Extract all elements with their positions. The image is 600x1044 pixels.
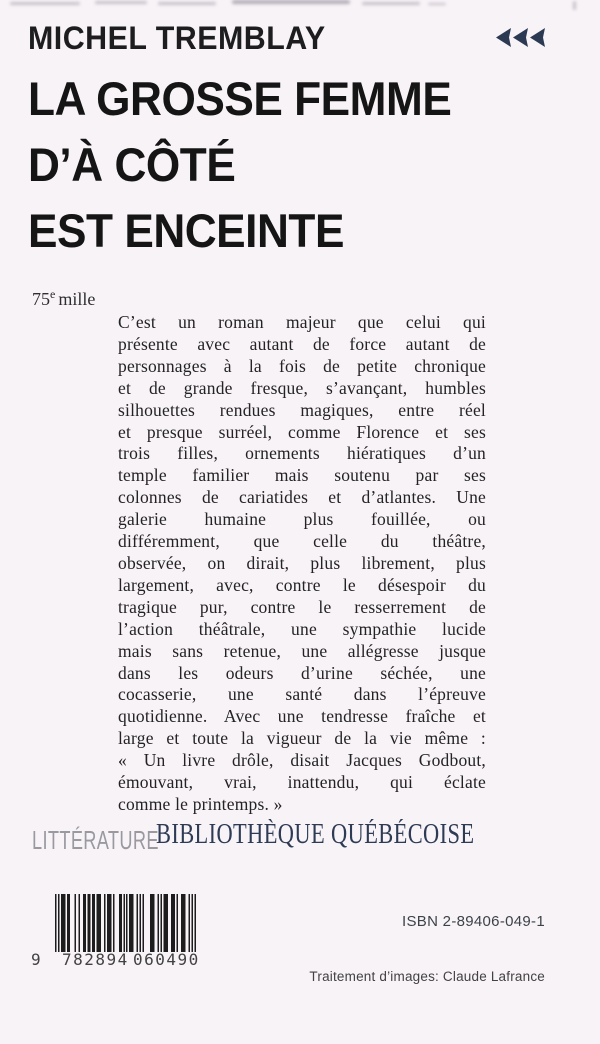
rewind-icon [494,27,548,49]
barcode-digit-group1: 782894 [62,950,129,969]
blurb-line: cocasserie, une santé dans l’épreuve [118,684,486,705]
blurb-line: trois filles, ornements hiératiques d’un [118,443,486,464]
isbn-text: ISBN 2-89406-049-1 [402,913,545,930]
blurb-line: observée, on dirait, plus librement, plus [118,552,486,573]
blurb-line: comme le printemps. » [118,793,283,814]
blurb-line: colonnes de cariatides et d’atlantes. Une [118,487,486,508]
blurb-line: tragique pur, contre le resserrement de [118,596,486,617]
blurb-line: « Un livre drôle, disait Jacques Godbout, [118,750,486,771]
blurb-line: présente avec autant de force autant de [118,333,486,354]
blurb-line: et de grande fresque, s’avançant, humbles [118,377,486,398]
blurb-line: silhouettes rendues magiques, entre réel [118,399,486,420]
blurb-line: différemment, que celle du théâtre, [118,531,486,552]
blurb-line: quotidienne. Avec une tendresse fraîche et [118,706,486,727]
blurb-line: galerie humaine plus fouillée, ou [118,509,486,530]
blurb-line: dans les odeurs d’urine séchée, une [118,662,486,683]
blurb-line: l’action théâtrale, une sympathie lucide [118,618,486,639]
edition-number: 75 [32,289,50,309]
category-label: LITTÉRATURE [32,825,159,855]
blurb-line: C’est un roman majeur que celui qui [118,312,486,332]
blurb-line: personnages à la fois de petite chronique [118,355,486,376]
title-line: LA GROSSE FEMME [28,72,452,125]
scan-artifact [362,2,420,5]
scan-artifact [428,3,446,5]
scan-artifact [158,2,216,5]
barcode-digit-group2: 060490 [133,950,200,969]
author-name: MICHEL TREMBLAY [28,20,326,56]
blurb-line: large et toute la vigueur de la vie même : [118,728,486,749]
edition-note [32,287,95,310]
barcode-bars [55,894,196,952]
edition-suffix: mille [58,289,96,309]
blurb-line: émouvant, vrai, inattendu, qui éclate [118,772,486,793]
scan-artifact [232,0,350,4]
title-line: EST ENCEINTE [28,204,344,257]
blurb [118,312,486,816]
edition-ordinal: e [50,287,56,301]
barcode-digit-lead: 9 [31,950,43,969]
title-line: D’À CÔTÉ [28,138,236,191]
blurb-line: temple familier mais soutenu par ses [118,465,486,486]
book-title [28,66,451,264]
scan-artifact [95,1,147,4]
blurb-line: largement, avec, contre le désespoir du [118,574,486,595]
blurb-line: et presque surréel, comme Florence et ses [118,421,486,442]
scan-artifact [10,2,80,5]
blurb-line: mais sans retenue, une allégresse jusque [118,640,486,661]
publisher-name: BIBLIOTHÈQUE QUÉBÉCOISE [156,819,475,850]
scan-artifact [573,1,576,10]
image-credit: Traitement d’images: Claude Lafrance [309,969,545,984]
